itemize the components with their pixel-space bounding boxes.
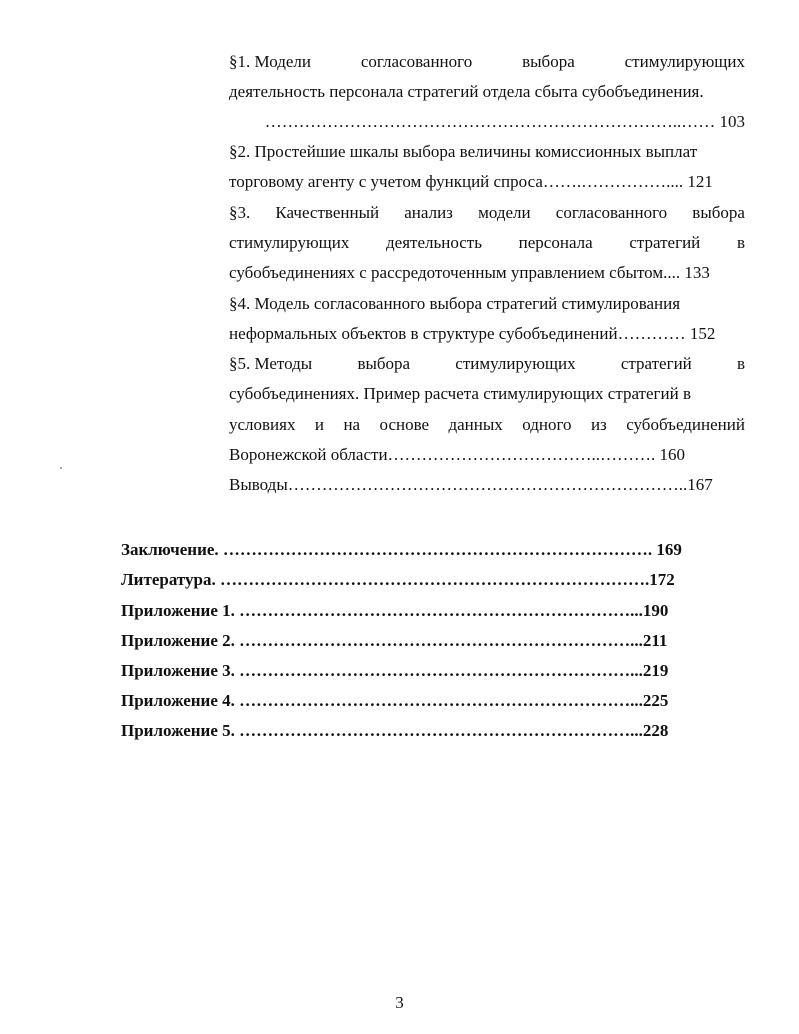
toc-entry-appendix-3: Приложение 3. ……………………………………………………………...219 xyxy=(121,661,669,680)
toc-entry-appendix-5: Приложение 5. ……………………………………………………………...228 xyxy=(121,721,669,740)
word: стимулирующих xyxy=(624,52,745,71)
word: субобъединений xyxy=(626,415,745,434)
word: одного xyxy=(522,415,572,434)
word: §1. Модели xyxy=(229,52,311,71)
word: анализ xyxy=(404,203,453,222)
toc-section-2-line-2: торговому агенту с учетом функций спроса…….…………….... 121 xyxy=(229,172,713,191)
word: выбора xyxy=(522,52,575,71)
toc-section-4-line-2: неформальных объектов в структуре субобъединений………… 152 xyxy=(229,324,716,343)
toc-entry-appendix-4: Приложение 4. ……………………………………………………………...225 xyxy=(121,691,669,710)
word: и xyxy=(314,415,325,434)
toc-entry-conclusion: Заключение. …………………………………………………………………. 169 xyxy=(121,540,682,559)
toc-entry-appendix-1: Приложение 1. ……………………………………………………………...190 xyxy=(121,601,669,620)
word: стратегий xyxy=(620,354,692,373)
toc-entry-appendix-2: Приложение 2. ……………………………………………………………...211 xyxy=(121,631,668,650)
word: деятельность xyxy=(386,233,482,252)
scan-speck xyxy=(60,467,62,469)
page-number: 3 xyxy=(395,993,404,1012)
word: из xyxy=(590,415,607,434)
word: персонала xyxy=(518,233,593,252)
word: §3. xyxy=(229,203,251,222)
toc-section-5-line-1 xyxy=(229,354,745,374)
word: данных xyxy=(448,415,503,434)
word: выбора xyxy=(357,354,411,373)
toc-section-3-line-1 xyxy=(229,203,745,223)
toc-section-3-line-3: субобъединениях с рассредоточенным управлением сбытом.... 133 xyxy=(229,263,710,282)
word: на xyxy=(343,415,361,434)
toc-section-1-line-1 xyxy=(229,52,745,72)
toc-section-2-line-1: §2. Простейшие шкалы выбора величины комиссионных выплат xyxy=(229,142,698,161)
toc-section-4-line-1: §4. Модель согласованного выбора стратегий стимулирования xyxy=(229,294,681,313)
word: выбора xyxy=(692,203,745,222)
word: стратегий xyxy=(629,233,701,252)
toc-section-5-line-4: Воронежской области………………………………..………. 160 xyxy=(229,445,686,464)
word: согласованного xyxy=(555,203,668,222)
toc-conclusions: Выводы……………………………………………………………..167 xyxy=(229,475,713,494)
word: §5. Методы xyxy=(229,354,313,373)
word: в xyxy=(736,354,745,373)
toc-section-5-line-2: субобъединениях. Пример расчета стимулирующих стратегий в xyxy=(229,384,691,403)
word: в xyxy=(736,233,745,252)
toc-section-3-line-2 xyxy=(229,233,745,253)
toc-section-5-line-3 xyxy=(229,415,745,435)
word: основе xyxy=(379,415,430,434)
word: модели xyxy=(478,203,531,222)
word: условиях xyxy=(229,415,296,434)
toc-section-1-page: ………………………………………………………………..…… 103 xyxy=(264,112,745,131)
toc-entry-literature: Литература. ………………………………………………………………….172 xyxy=(121,570,675,589)
word: Качественный xyxy=(275,203,380,222)
word: согласованного xyxy=(360,52,473,71)
word: стимулирующих xyxy=(455,354,576,373)
toc-section-1-line-2: деятельность персонала стратегий отдела сбыта субобъединения. xyxy=(229,82,704,101)
word: стимулирующих xyxy=(229,233,350,252)
